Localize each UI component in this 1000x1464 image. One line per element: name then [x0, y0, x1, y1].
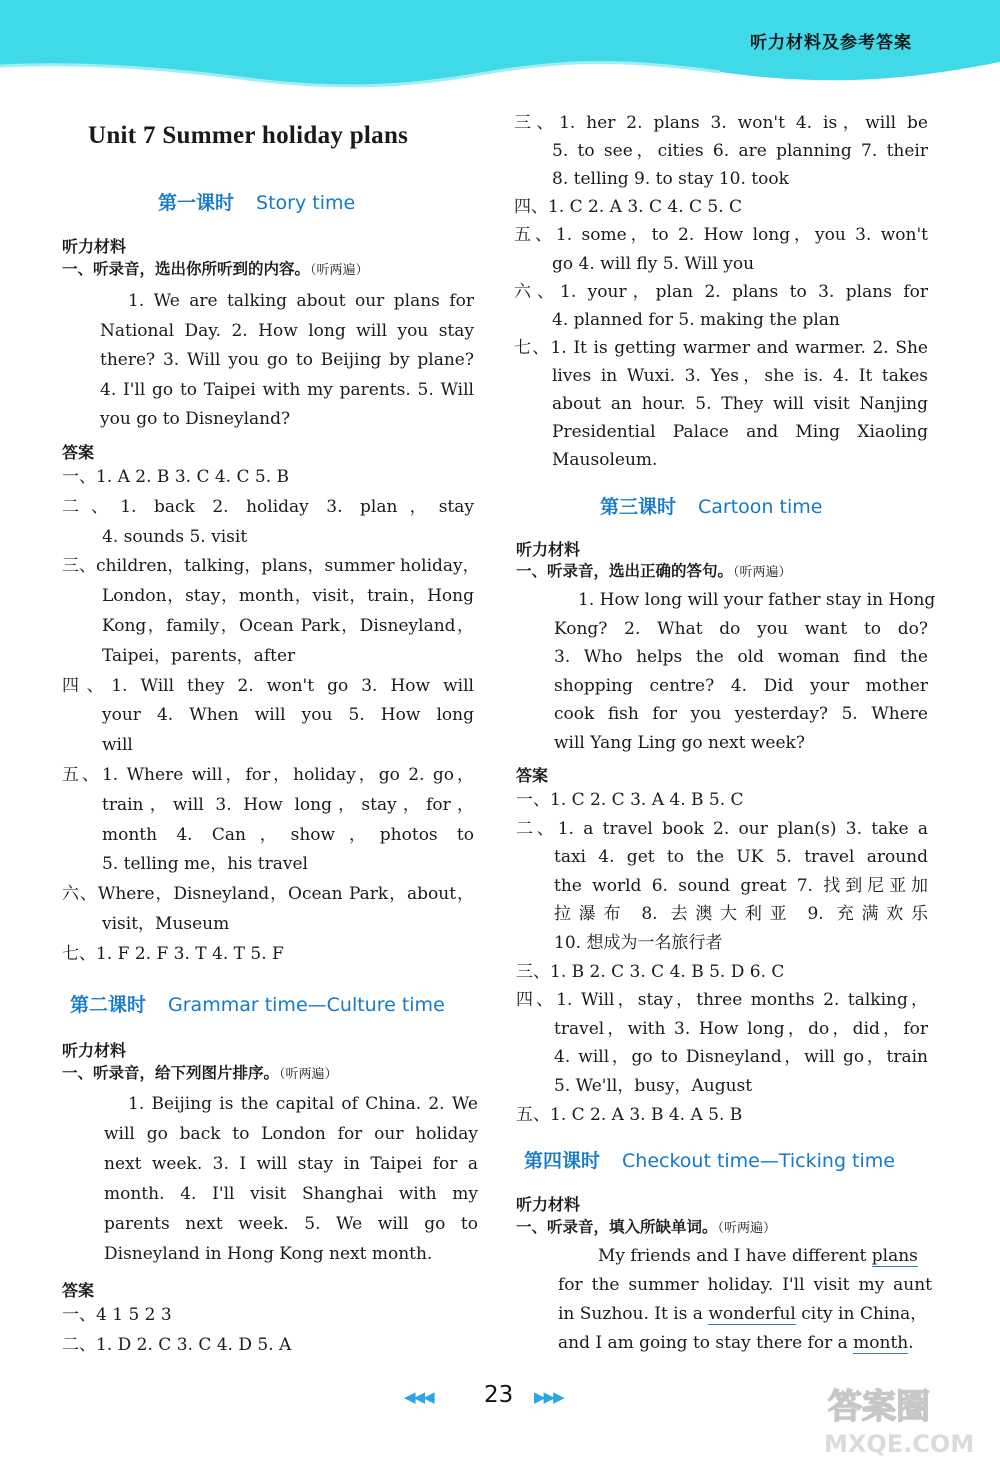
passage-text: in Suzhou. It is a: [558, 1304, 709, 1324]
lesson-heading-zh: 第三课时: [600, 496, 677, 518]
listening-line: cook fish for you yesterday? 5. Where: [554, 704, 928, 725]
answer-line: 六、1. your，plan 2. plans to 3. plans for: [514, 281, 928, 302]
instruction: [62, 262, 369, 278]
listening-line: will Yang Ling go next week?: [554, 733, 805, 753]
answer-line: 4. planned for 5. making the plan: [552, 309, 840, 330]
listening-line: 1. We are talking about our plans for: [128, 291, 474, 311]
listening-line: there? 3. Will you go to Beijing by plane?: [100, 350, 474, 370]
answer-line: 一、1. A 2. B 3. C 4. C 5. B: [62, 467, 290, 487]
page-number: 23: [484, 1382, 514, 1408]
section-label-answers: 答案: [62, 1281, 95, 1300]
answer-line: 五、1. some，to 2. How long，you 3. won't: [514, 225, 928, 246]
passage-line: for the summer holiday. I'll visit my aunt: [558, 1275, 932, 1295]
filled-blank: plans: [871, 1246, 918, 1266]
answer-line: will: [102, 735, 133, 756]
answer-line: 5. to see，cities 6. are planning 7. their: [552, 141, 928, 162]
answer-line: 10. 想成为一名旅行者: [554, 933, 723, 953]
filled-blank: month: [853, 1333, 909, 1353]
next-arrows-icon: ▶▶▶: [534, 1388, 563, 1406]
filled-blank: wonderful: [708, 1304, 796, 1324]
lesson-heading-2: [70, 990, 445, 1017]
listening-line: will go back to London for our holiday: [104, 1124, 478, 1144]
instruction-text: 一、听录音，选出你所听到的内容。: [62, 260, 311, 278]
answer-line: month 4. Can，show，photos to: [102, 824, 474, 845]
prev-arrows-icon: ◀◀◀: [404, 1388, 433, 1406]
lesson-heading-1: [158, 188, 355, 215]
answer-line: London，stay，month，visit，train，Hong: [102, 586, 474, 607]
listening-line: 4. I'll go to Taipei with my parents. 5. Will: [100, 379, 474, 400]
passage-text: .: [908, 1333, 914, 1353]
passage-line: [598, 1248, 932, 1265]
answer-line: 8. telling 9. to stay 10. took: [552, 169, 789, 190]
instruction-note: （听两遍）: [717, 1221, 777, 1236]
answer-line: 5. We'll，busy，August: [554, 1076, 753, 1096]
listening-line: you go to Disneyland?: [100, 409, 291, 429]
answer-line: 二、1. back 2. holiday 3. plan，stay: [62, 496, 474, 517]
listening-line: Disneyland in Hong Kong next month.: [104, 1244, 433, 1264]
answer-line: 二、1. D 2. C 3. C 4. D 5. A: [62, 1335, 292, 1355]
watermark-logo-text: 答案圈: [828, 1387, 930, 1427]
answer-line: taxi 4. get to the UK 5. travel around: [554, 847, 928, 868]
lesson-heading-zh: 第四课时: [524, 1150, 601, 1172]
watermark-text: MXQE.COM: [824, 1430, 975, 1458]
answer-line: 七、1. It is getting warmer and warmer. 2. She: [514, 337, 928, 358]
instruction-text: 一、听录音，选出正确的答句。: [516, 562, 734, 580]
answer-line: 七、1. F 2. F 3. T 4. T 5. F: [62, 943, 284, 964]
instruction: [516, 1220, 776, 1236]
instruction-note: （听两遍）: [310, 263, 369, 278]
answer-line: the world 6. sound great 7. 找到尼亚加: [554, 875, 928, 896]
answer-line: 五、1. Where will，for，holiday，go 2. go，: [62, 765, 474, 785]
listening-line: 1. Beijing is the capital of China. 2. We: [128, 1094, 478, 1114]
header-title: 听力材料及参考答案: [750, 33, 912, 53]
listening-line: parents next week. 5. We will go to: [104, 1214, 478, 1234]
passage-text: city in China，: [795, 1304, 928, 1324]
answer-line: go 4. will fly 5. Will you: [552, 253, 755, 274]
section-label-listening: 听力材料: [62, 1041, 127, 1060]
lesson-heading-zh: 第二课时: [70, 994, 147, 1016]
answer-line: lives in Wuxi. 3. Yes，she is. 4. It takes: [552, 365, 928, 386]
listening-line: month. 4. I'll visit Shanghai with my: [104, 1184, 478, 1204]
answer-line: 三、children，talking，plans，summer holiday，: [62, 556, 480, 577]
answer-line: 4. will，go to Disneyland，will go，train: [554, 1047, 928, 1068]
passage-text: and I am going to stay there for a: [558, 1333, 854, 1353]
section-label-listening: 听力材料: [62, 237, 127, 256]
passage-line: [558, 1335, 932, 1352]
passage-line: [558, 1306, 932, 1323]
listening-line: next week. 3. I will stay in Taipei for a: [104, 1154, 478, 1174]
answer-line: 4. sounds 5. visit: [102, 526, 248, 547]
answer-line: 五、1. C 2. A 3. B 4. A 5. B: [516, 1104, 743, 1125]
watermark-logo: [818, 1378, 988, 1460]
section-label-answers: 答案: [62, 443, 95, 462]
lesson-heading-3: [600, 492, 822, 519]
instruction-text: 一、听录音，给下列图片排序。: [62, 1064, 280, 1082]
answer-line: about an hour. 5. They will visit Nanjing: [552, 394, 928, 414]
section-label-answers: 答案: [516, 766, 549, 785]
lesson-heading-en: Cartoon time: [698, 496, 823, 518]
instruction: [62, 1066, 338, 1082]
section-label-listening: 听力材料: [516, 1195, 581, 1214]
unit-title: Unit 7 Summer holiday plans: [88, 122, 409, 149]
answer-line: 三、1. her 2. plans 3. won't 4. is，will be: [514, 113, 928, 133]
lesson-heading-en: Checkout time—Ticking time: [622, 1150, 895, 1172]
passage-text: My friends and I have different: [598, 1246, 872, 1266]
answer-line: 5. telling me，his travel: [102, 854, 308, 875]
answer-line: 拉瀑布 8. 去澳大利亚 9. 充满欢乐: [554, 904, 928, 925]
answer-line: 四、1. C 2. A 3. C 4. C 5. C: [514, 197, 743, 218]
instruction-text: 一、听录音，填入所缺单词。: [516, 1218, 718, 1236]
listening-line: National Day. 2. How long will you stay: [100, 320, 474, 341]
lesson-heading-4: [524, 1146, 895, 1173]
lesson-heading-en: Grammar time—Culture time: [168, 994, 445, 1016]
answer-line: train，will 3. How long，stay，for，: [102, 794, 474, 815]
answer-line: Taipei，parents，after: [102, 645, 296, 666]
answer-line: visit，Museum: [102, 914, 230, 934]
listening-line: 1. How long will your father stay in Hong: [578, 590, 936, 610]
answer-line: 四、1. Will，stay，three months 2. talking，: [516, 990, 928, 1011]
listening-line: 3. Who helps the old woman find the: [554, 647, 928, 668]
answer-line: 一、4 1 5 2 3: [62, 1305, 172, 1325]
listening-line: Kong? 2. What do you want to do?: [554, 618, 928, 639]
instruction-note: （听两遍）: [733, 565, 792, 580]
instruction-note: （听两遍）: [279, 1067, 338, 1082]
section-label-listening: 听力材料: [516, 540, 581, 559]
answer-line: Presidential Palace and Ming Xiaoling: [552, 422, 928, 443]
lesson-heading-en: Story time: [256, 192, 356, 214]
answer-line: your 4. When will you 5. How long: [102, 705, 474, 726]
answer-line: 六、Where，Disneyland，Ocean Park，about，: [62, 884, 474, 905]
answer-line: 一、1. C 2. C 3. A 4. B 5. C: [516, 790, 744, 810]
instruction: [516, 564, 792, 580]
answer-line: Mausoleum.: [552, 450, 658, 471]
answer-line: 二、1. a travel book 2. our plan(s) 3. take a: [516, 818, 928, 839]
answer-line: travel，with 3. How long，do，did，for: [554, 1018, 928, 1039]
answer-line: 三、1. B 2. C 3. C 4. B 5. D 6. C: [516, 961, 785, 982]
answer-line: 四、1. Will they 2. won't go 3. How will: [62, 675, 474, 696]
listening-line: shopping centre? 4. Did your mother: [554, 675, 928, 696]
lesson-heading-zh: 第一课时: [158, 192, 235, 214]
answer-line: Kong，family，Ocean Park，Disneyland，: [102, 616, 474, 636]
